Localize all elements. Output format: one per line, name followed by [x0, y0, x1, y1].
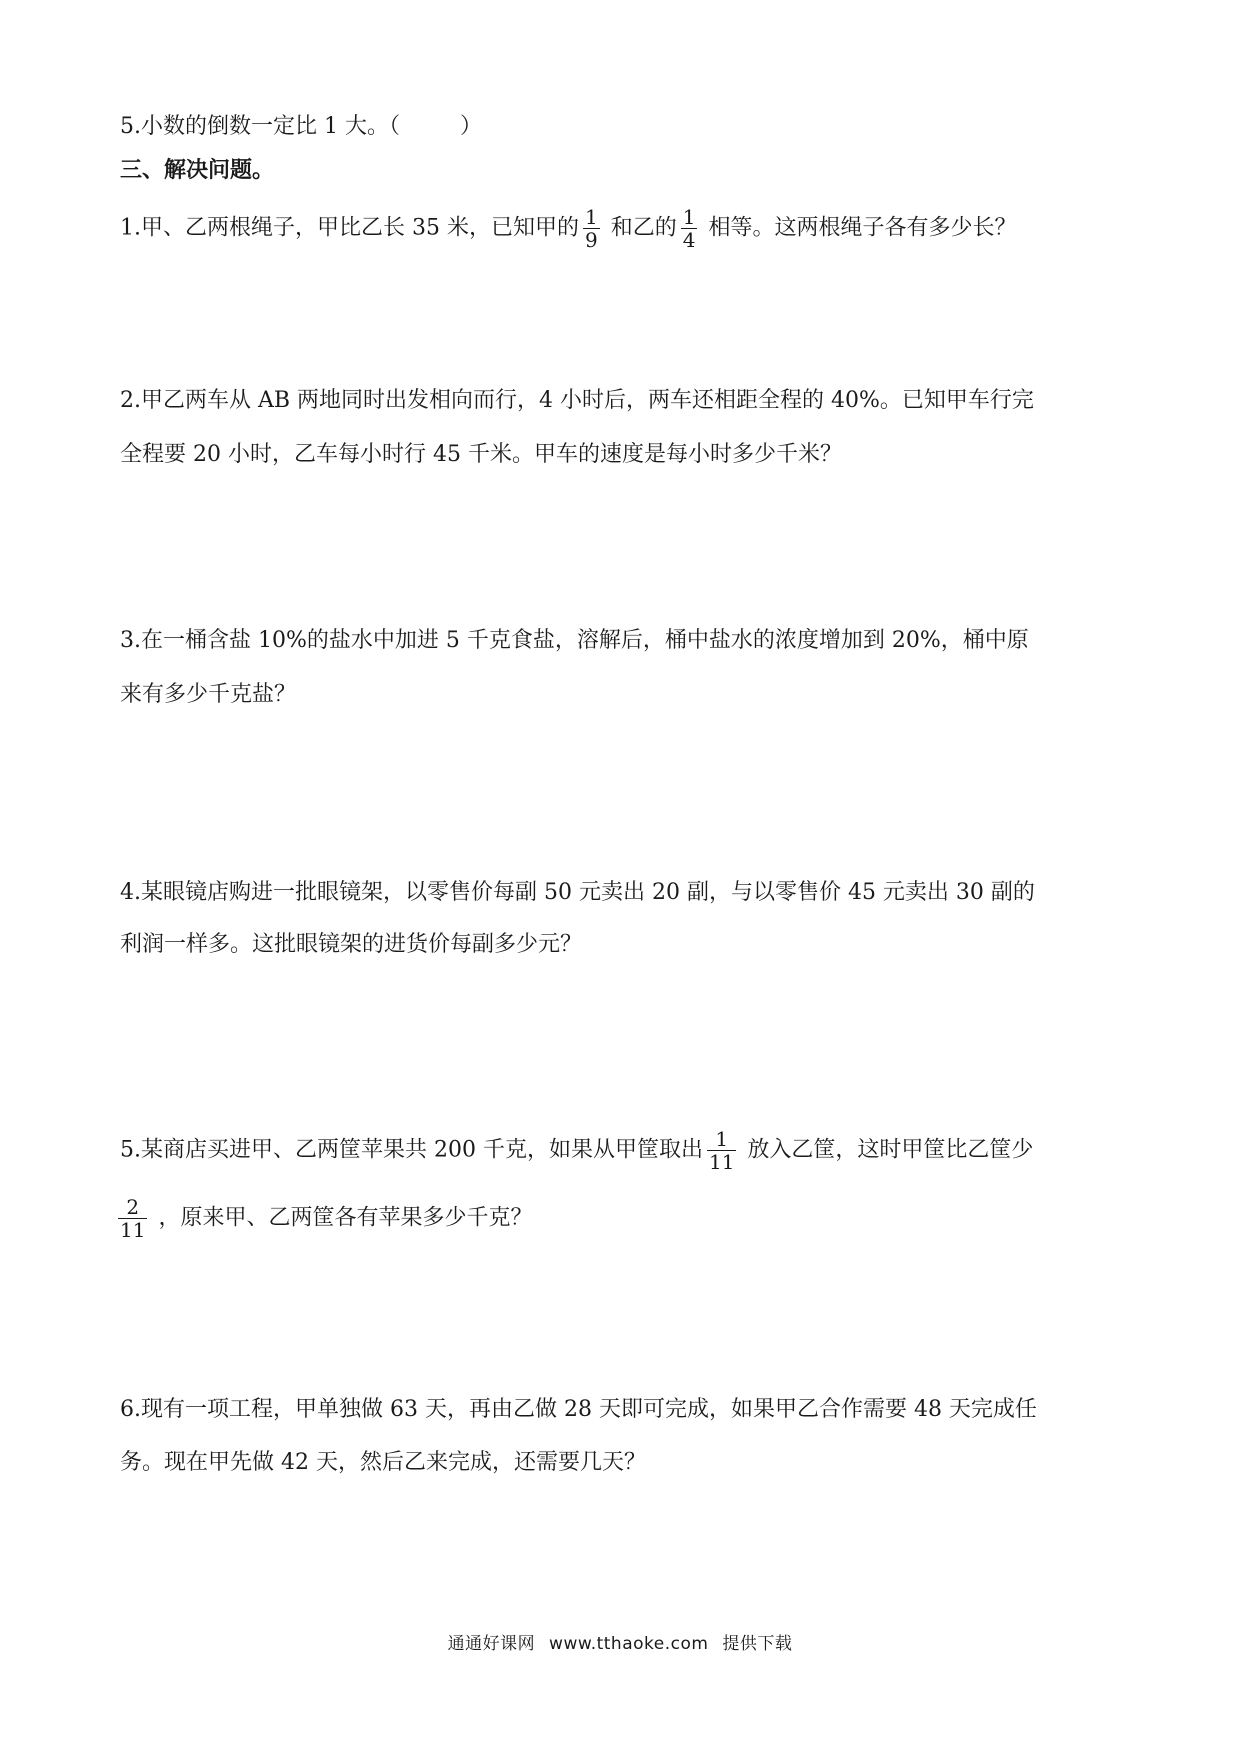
- problem-5-line-2: [114, 1196, 532, 1241]
- problem-6-line-2: 务。现在甲先做 42 天，然后乙来完成，还需要几天？: [120, 1450, 646, 1475]
- fraction-numerator: 2: [118, 1196, 147, 1219]
- problem-4-line-1: 4.某眼镜店购进一批眼镜架，以零售价每副 50 元卖出 20 副，与以零售价 45 元卖出 30 副的: [120, 880, 1035, 905]
- problem-1-text-c: 相等。这两根绳子各有多少长？: [701, 215, 1017, 241]
- fraction-numerator: 1: [707, 1128, 736, 1151]
- page-footer: [0, 1632, 1240, 1656]
- fraction-denominator: 11: [708, 1150, 735, 1174]
- fraction-numerator: 1: [682, 205, 696, 229]
- fraction-two-elevenths: [118, 1196, 147, 1241]
- footer-note: 提供下载: [722, 1634, 793, 1654]
- problem-5-text-b: 放入乙筐，这时甲筐比乙筐少: [740, 1137, 1034, 1163]
- problem-3-line-1: 3.在一桶含盐 10%的盐水中加进 5 千克食盐，溶解后，桶中盐水的浓度增加到 20%，桶中原: [120, 628, 1029, 653]
- problem-4-line-2: 利润一样多。这批眼镜架的进货价每副多少元？: [120, 932, 583, 957]
- problem-3-line-2: 来有多少千克盐？: [120, 682, 297, 707]
- problem-1-text-a: 1.甲、乙两根绳子，甲比乙长 35 米，已知甲的: [120, 215, 579, 241]
- fraction-one-quarter: [681, 206, 698, 251]
- problem-1: [120, 206, 1016, 251]
- problem-6-line-1: 6.现有一项工程，甲单独做 63 天，再由乙做 28 天即可完成，如果甲乙合作需要 48 天完成任: [120, 1397, 1037, 1422]
- fraction-one-eleventh: [707, 1128, 736, 1173]
- section-heading: 三、解决问题。: [120, 158, 275, 183]
- problem-5-line-1: [120, 1128, 1033, 1173]
- fraction-denominator: 9: [584, 228, 598, 252]
- fraction-denominator: 4: [682, 228, 696, 252]
- judge-item-5-close: ）: [459, 114, 482, 139]
- fraction-denominator: 11: [120, 1218, 146, 1242]
- problem-1-text-b: 和乙的: [603, 215, 677, 241]
- fraction-one-ninth: [583, 206, 600, 251]
- judge-item-5: [120, 112, 482, 142]
- problem-5-text-c: ，原来甲、乙两筐各有苹果多少千克？: [151, 1205, 533, 1231]
- judge-item-5-text: 5.小数的倒数一定比 1 大。（: [120, 114, 400, 139]
- fraction-numerator: 1: [584, 205, 598, 229]
- problem-2-line-1: 2.甲乙两车从 AB 两地同时出发相向而行，4 小时后，两车还相距全程的 40%。已知甲车行完: [120, 388, 1034, 413]
- problem-2-line-2: 全程要 20 小时，乙车每小时行 45 千米。甲车的速度是每小时多少千米？: [120, 442, 842, 467]
- footer-url[interactable]: www.tthaoke.com: [549, 1634, 709, 1654]
- footer-site-name: 通通好课网: [447, 1634, 536, 1654]
- problem-5-text-a: 5.某商店买进甲、乙两筐苹果共 200 千克，如果从甲筐取出: [120, 1137, 703, 1163]
